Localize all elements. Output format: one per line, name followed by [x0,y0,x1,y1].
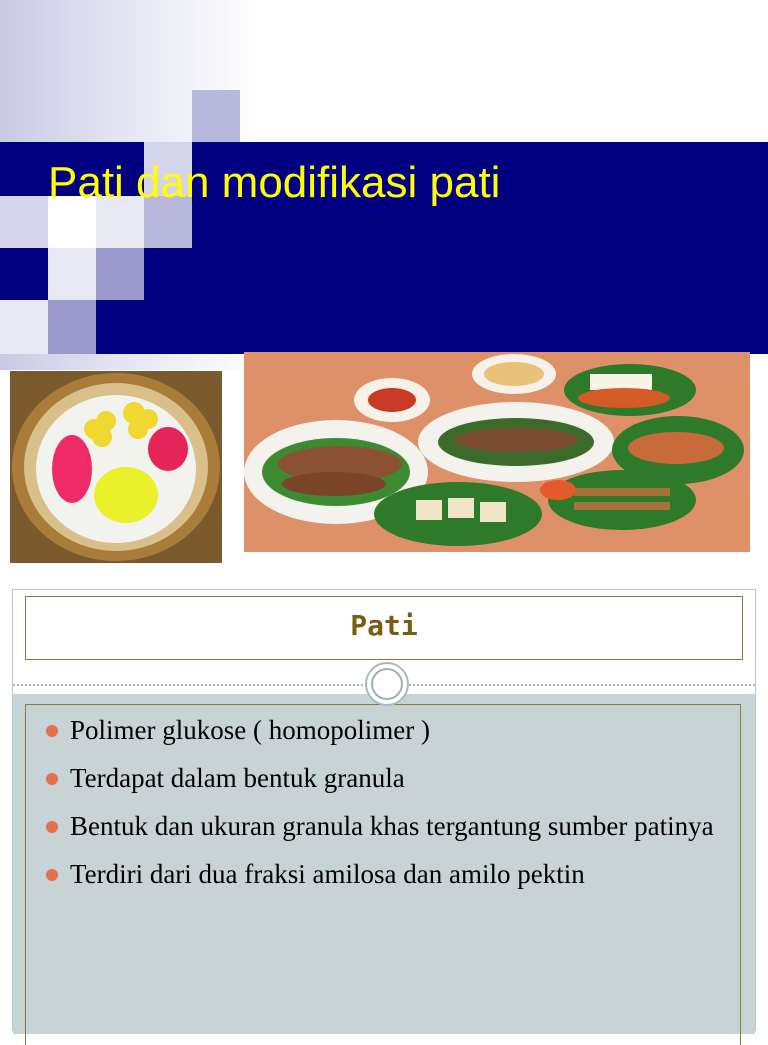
card-title: Pati [350,609,418,642]
card-title-box [25,596,743,660]
bullet-dot-icon [46,821,58,833]
bullet-text: Terdiri dari dua fraksi amilosa dan amilo pektin [70,859,585,889]
ring-icon [365,662,409,706]
dessert-photo [10,371,222,563]
list-item [36,759,736,797]
bullet-list [36,711,736,903]
decor-square [96,248,144,300]
decor-square [0,300,48,354]
decor-square [0,196,48,248]
decor-square [48,300,96,354]
bullet-text: Bentuk dan ukuran granula khas tergantung sumber patinya [70,811,714,841]
body-frame [25,704,741,1045]
content-card [12,589,756,1031]
list-item [36,855,736,893]
slide-title: Pati dan modifikasi pati [48,158,501,207]
decor-square [48,248,96,300]
bullet-dot-icon [46,773,58,785]
fish-dishes-photo [244,352,750,552]
bullet-text: Terdapat dalam bentuk granula [70,763,405,793]
list-item [36,711,736,749]
card-body [13,694,755,1034]
bullet-dot-icon [46,725,58,737]
bullet-text: Polimer glukose ( homopolimer ) [70,715,430,745]
list-item [36,807,736,845]
decor-square [192,90,240,142]
bullet-dot-icon [46,869,58,881]
